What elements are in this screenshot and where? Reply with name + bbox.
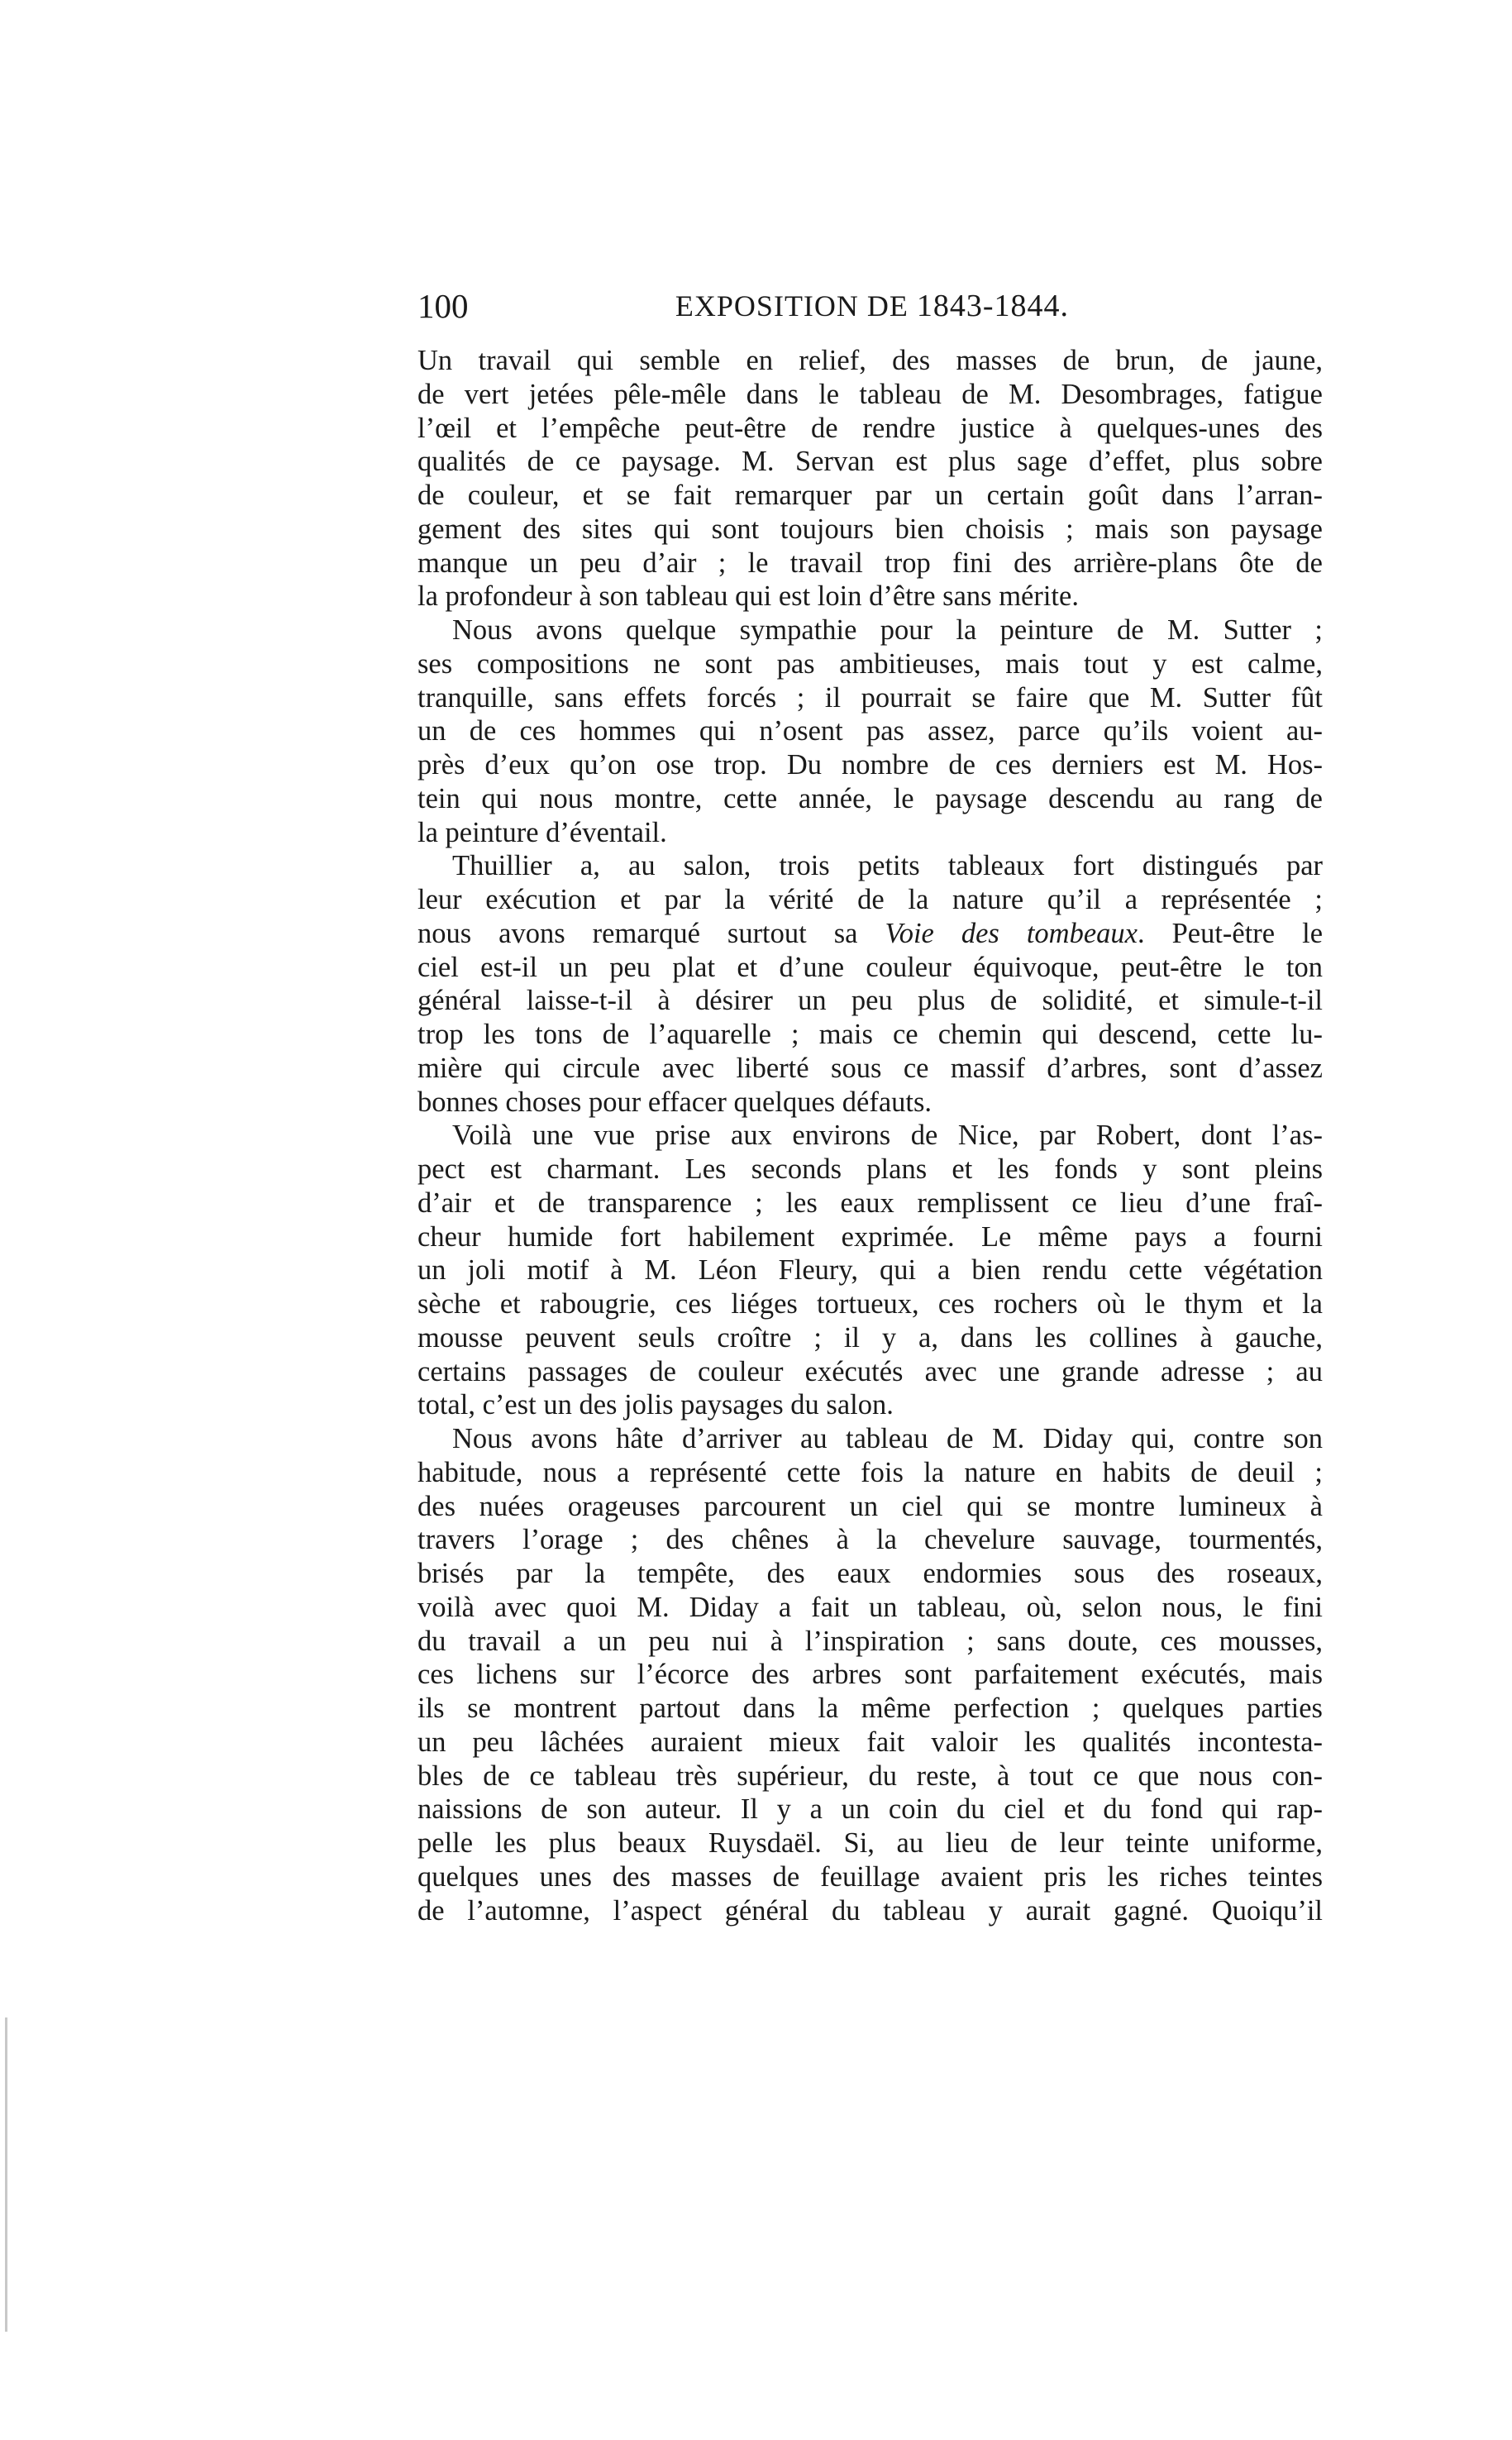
body-text <box>417 344 1323 1927</box>
text-line: pect est charmant. Les seconds plans et les fonds y sont pleins <box>417 1153 1323 1185</box>
page-header <box>417 281 1327 331</box>
text-line: quelques unes des masses de feuillage avaient pris les riches teintes <box>417 1860 1323 1893</box>
running-title-years: 1843-1844. <box>916 289 1070 323</box>
text-line: de l’automne, l’aspect général du tableau y aurait gagné. Quoiqu’il <box>417 1894 1323 1927</box>
text-line: un peu lâchées auraient mieux fait valoir les qualités incontesta- <box>417 1726 1323 1758</box>
text-line: d’air et de transparence ; les eaux remplissent ce lieu d’une fraî- <box>417 1187 1323 1219</box>
text-line: gement des sites qui sont toujours bien choisis ; mais son paysage <box>417 513 1323 545</box>
text-line: ciel est-il un peu plat et d’une couleur équivoque, peut-être le ton <box>417 951 1323 983</box>
text-line: Thuillier a, au salon, trois petits tableaux fort distingués par <box>452 850 1323 882</box>
page-number: 100 <box>417 287 469 325</box>
text-line: bonnes choses pour effacer quelques défauts. <box>417 1086 932 1118</box>
text-line: tein qui nous montre, cette année, le paysage descendu au rang de <box>417 782 1323 814</box>
text-line: leur exécution et par la vérité de la nature qu’il a représentée ; <box>417 884 1323 915</box>
running-title-prefix: EXPOSITION DE <box>675 289 917 322</box>
running-title <box>417 281 1327 331</box>
text-line: de vert jetées pêle-mêle dans le tableau de M. Desombrages, fatigue <box>417 378 1323 410</box>
text-line: de couleur, et se fait remarquer par un certain goût dans l’arran- <box>417 480 1323 511</box>
text-line: mière qui circule avec liberté sous ce massif d’arbres, sont d’assez <box>417 1052 1323 1084</box>
text-line: brisés par la tempête, des eaux endormies sous des roseaux, <box>417 1558 1323 1589</box>
text-line: qualités de ce paysage. M. Servan est plus sage d’effet, plus sobre <box>417 446 1323 478</box>
text-line: habitude, nous a représenté cette fois la nature en habits de deuil ; <box>417 1456 1323 1488</box>
text-line: près d’eux qu’on ose trop. Du nombre de ces derniers est M. Hos- <box>417 749 1323 781</box>
text-line: manque un peu d’air ; le travail trop fini des arrière-plans ôte de <box>417 547 1323 579</box>
text-line: Un travail qui semble en relief, des masses de brun, de jaune, <box>417 345 1323 376</box>
text-line: la peinture d’éventail. <box>417 816 667 848</box>
text-line: tranquille, sans effets forcés ; il pourrait se faire que M. Sutter fût <box>417 681 1323 714</box>
text-line: l’œil et l’empêche peut-être de rendre justice à quelques-unes des <box>417 412 1323 444</box>
text-line: sèche et rabougrie, ces liéges tortueux, ces rochers où le thym et la <box>417 1288 1323 1320</box>
text-line: un de ces hommes qui n’osent pas assez, parce qu’ils voient au- <box>417 715 1323 747</box>
text-line: général laisse-t-il à désirer un peu plus de solidité, et simule-t-il <box>417 985 1323 1017</box>
text-line: total, c’est un des jolis paysages du salon. <box>417 1389 894 1421</box>
text-line: Voilà une vue prise aux environs de Nice, par Robert, dont l’as- <box>452 1120 1323 1152</box>
text-line: du travail a un peu nui à l’inspiration ; sans doute, ces mousses, <box>417 1625 1323 1657</box>
text-line: bles de ce tableau très supérieur, du reste, à tout ce que nous con- <box>417 1760 1323 1792</box>
text-line: ses compositions ne sont pas ambitieuses, mais tout y est calme, <box>417 647 1323 680</box>
text-line: cheur humide fort habilement exprimée. Le même pays a fourni <box>417 1220 1323 1253</box>
text-line: trop les tons de l’aquarelle ; mais ce chemin qui descend, cette lu- <box>417 1019 1323 1050</box>
text-line: naissions de son auteur. Il y a un coin du ciel et du fond qui rap- <box>417 1793 1323 1826</box>
text-line: ces lichens sur l’écorce des arbres sont parfaitement exécutés, mais <box>417 1659 1323 1691</box>
text-line: voilà avec quoi M. Diday a fait un tableau, où, selon nous, le fini <box>417 1591 1323 1623</box>
text-line: Nous avons hâte d’arriver au tableau de M. Diday qui, contre son <box>452 1423 1323 1454</box>
text-line: la profondeur à son tableau qui est loin d’être sans mérite. <box>417 580 1079 613</box>
text-line: certains passages de couleur exécutés avec une grande adresse ; au <box>417 1355 1323 1387</box>
text-line: des nuées orageuses parcourent un ciel qui se montre lumineux à <box>417 1490 1323 1522</box>
text-line: travers l’orage ; des chênes à la chevelure sauvage, tourmentés, <box>417 1524 1323 1556</box>
italic-title: Voie des tombeaux <box>885 917 1138 949</box>
text-line: pelle les plus beaux Ruysdaël. Si, au lieu de leur teinte uniforme, <box>417 1827 1323 1859</box>
scan-edge-mark <box>5 2017 7 2332</box>
text-line: Nous avons quelque sympathie pour la peinture de M. Sutter ; <box>452 614 1323 646</box>
text-line: nous avons remarqué surtout sa Voie des tombeaux. Peut-être le <box>417 917 1323 949</box>
text-line: un joli motif à M. Léon Fleury, qui a bien rendu cette végétation <box>417 1254 1323 1287</box>
text-line: ils se montrent partout dans la même perfection ; quelques parties <box>417 1693 1323 1724</box>
text-line: mousse peuvent seuls croître ; il y a, dans les collines à gauche, <box>417 1321 1323 1354</box>
